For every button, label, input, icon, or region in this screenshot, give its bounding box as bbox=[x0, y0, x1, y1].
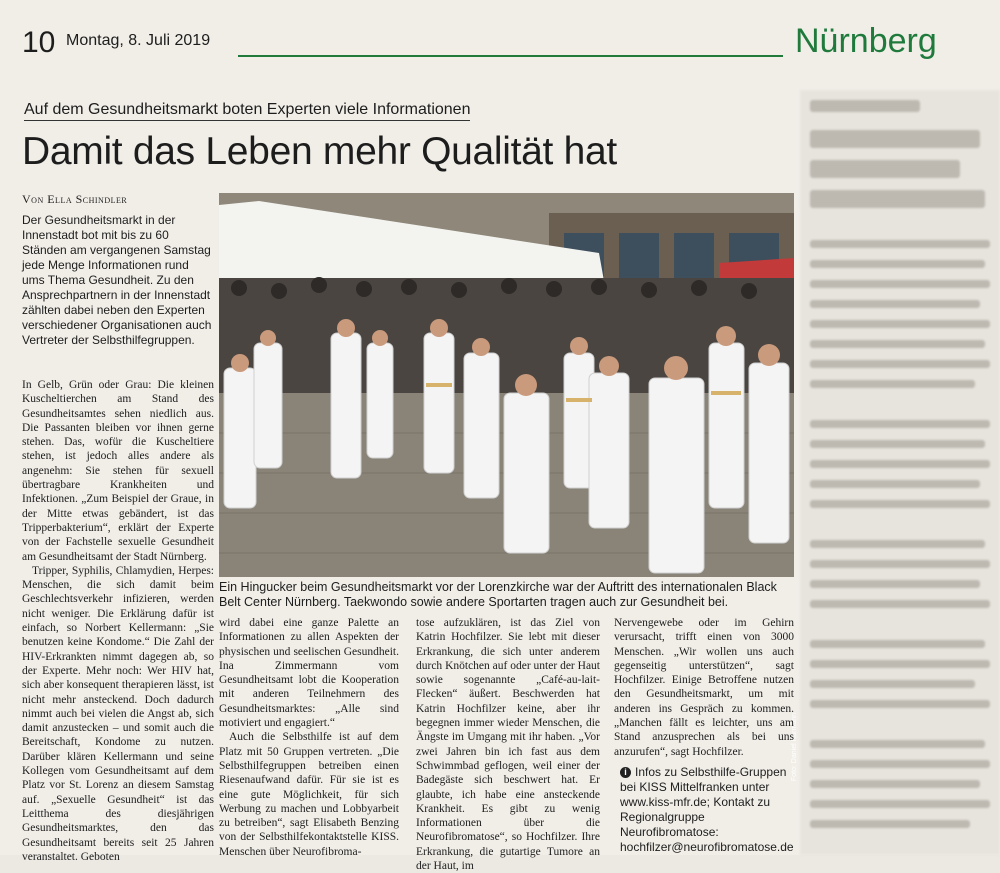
paragraph: Auch die Selbsthilfe ist auf dem Platz mit 50 Gruppen vertreten. „Die Selbsthilfegruppen betreiben einen Riesenaufwand dafür. Für sie ist es eine gute Möglichkeit, für sich Werbung zu machen und Lobbyarbeit zu betreiben“, sagt Elisabeth Benzing von der Selbsthilfekontaktstelle KISS. Menschen über Neurofibroma- bbox=[219, 731, 399, 858]
page-number: 10 bbox=[22, 26, 56, 59]
paragraph: wird dabei eine ganze Palette an Informationen zu allen Aspekten der physischen und seelischen Gesundheit. Ina Zimmermann vom Gesundheitsamt lobt die Kooperation mit anderen Teilnehmern des Gesundheitsmarktes: „Alle sind motiviert und engagiert.“ bbox=[219, 617, 399, 730]
article-column-1 bbox=[22, 378, 214, 864]
article-kicker: Auf dem Gesundheitsmarkt boten Experten viele Informationen bbox=[24, 101, 470, 121]
blurred-adjacent-article bbox=[800, 90, 1000, 855]
paragraph: Tripper, Syphilis, Chlamydien, Herpes: Menschen, die sich damit beim Geschlechtsverkehr infizieren, werden nicht weniger. Die Erklärung dafür ist einfach, so Norbert Kellermann: „Sie benutzen keine Kondome.“ Die Zahl der HIV-Erkrankten nimmt dagegen ab, so der Experte. Mehr noch: Wer HIV hat, sich aber konsequent therapieren lässt, ist nicht mehr ansteckend. Doch dadurch nimmt auch bei vielen die Angst ab, sich damit anzustecken – und somit auch die Bereitschaft, Kondome zu nutzen. Darüber klären Kellermann und seine Kollegen vom Gesundheitsamt auf dem Platz vor St. Lorenz an diesem Samstag auf. „Sexuelle Gesundheit“ ist das Leitthema des diesjährigen Gesundheitsmarktes, den das Gesundheitsamt bereits seit 25 Jahren veranstaltet. Geboten bbox=[22, 564, 214, 863]
paragraph: tose aufzuklären, ist das Ziel von Katrin Hochfilzer. Sie lebt mit dieser Erkrankung, die sich unter anderem durch Knötchen auf oder unter der Haut sowie sogenannte „Café-au-lait-Flecken“ äußert. Beschwerden hat Katrin Hochfilzer keine, aber ihr begegnen immer wieder Menschen, die Ängste im Umgang mit ihr haben. „Vor zwei Jahren bin ich fast aus dem Schwimmbad geflogen, weil einer der Badegäste sich beschwert hat. Er glaubte, ich habe eine ansteckende Krankheit. Es gibt zu wenig Informationen über die Neurofibromatose“, so Hochfilzer. Ihre Erkrankung, die gutartige Tumore an der Haut, im bbox=[416, 617, 600, 873]
article-column-3 bbox=[416, 616, 600, 873]
taekwondo-demo-photo bbox=[219, 193, 794, 577]
article-intro: Der Gesundheitsmarkt in der Innenstadt bot mit bis zu 60 Ständen am vergangenen Samstag jede Menge Informationen rund ums Thema Gesundheit. Zu den Ansprechpartnern in der Innenstadt zählten dabei neben den Experten verschiedener Organisationen auch Vertreter der Selbsthilfegruppen. bbox=[22, 213, 212, 347]
paragraph: Nervengewebe oder im Gehirn verursacht, trifft einen von 3000 Menschen. „Wir wollen uns auch gegenseitig unterstützen“, sagt Hochfilzer. Einige Betroffene nutzen den Gesundheitsmarkt, um mit anderen ins Gespräch zu kommen. „Manchen fällt es leichter, uns am Stand anzusprechen als bei uns anzurufen“, sagt Hochfilzer. bbox=[614, 617, 794, 758]
info-icon: i bbox=[620, 767, 631, 778]
issue-date: Montag, 8. Juli 2019 bbox=[66, 32, 211, 49]
article-column-4 bbox=[614, 616, 794, 759]
header-rule bbox=[238, 55, 783, 57]
info-box bbox=[620, 765, 795, 855]
article-headline: Damit das Leben mehr Qualität hat bbox=[22, 130, 617, 173]
photo-credit: Foto: Daniel Karmann bbox=[791, 713, 798, 782]
photo-caption: Ein Hingucker beim Gesundheitsmarkt vor der Lorenzkirche war der Auftritt des internationalen Black Belt Center Nürnberg. Taekwondo sowie andere Sportarten tragen auch zur Gesundheit bei. bbox=[219, 580, 777, 609]
section-title: Nürnberg bbox=[795, 22, 937, 60]
article-column-2 bbox=[219, 616, 399, 859]
article-byline: Von Ella Schindler bbox=[22, 192, 128, 206]
info-text: Infos zu Selbsthilfe-Gruppen bei KISS Mittelfranken unter www.kiss-mfr.de; Kontakt zu Regionalgruppe Neurofibromatose: hochfilzer@neurofibromatose.de bbox=[620, 765, 794, 854]
paragraph: In Gelb, Grün oder Grau: Die kleinen Kuscheltierchen am Stand des Gesundheitsamtes sehen niedlich aus. Die Passanten bleiben vor ihnen gerne stehen. Das, wofür die Kuscheltiere stehen, ist jedoch alles andere als angenehm: Sie stehen für sexuell übertragbare Krankheiten und Infektionen. „Zum Beispiel der Graue, in der Mitte etwas gebändert, ist das Tripperbakterium“, erklärt der Experte von der Fachstelle sexuelle Gesundheit am Gesundheitsamt der Stadt Nürnberg. bbox=[22, 379, 214, 563]
